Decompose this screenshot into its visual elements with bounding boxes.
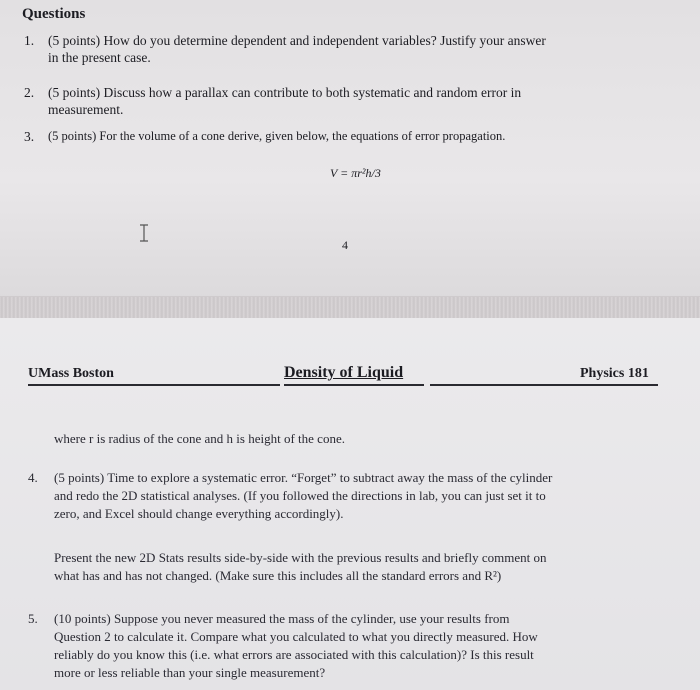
question-4-line-3: zero, and Excel should change everything accordingly).: [54, 506, 344, 521]
cone-volume-formula: V = πr²h/3: [330, 166, 381, 180]
question-5-line-4: more or less reliable than your single measurement?: [54, 665, 326, 680]
page-number: 4: [342, 238, 348, 252]
question-5-number: 5.: [28, 611, 38, 626]
header-rule-right: [430, 384, 658, 386]
question-4-number: 4.: [28, 470, 38, 485]
question-2-line-2: measurement.: [48, 102, 124, 117]
question-1-line-1: (5 points) How do you determine dependent and independent variables? Justify your answer: [48, 33, 546, 48]
question-5-line-1: (10 points) Suppose you never measured the mass of the cylinder, use your results from: [54, 611, 510, 626]
question-4-paragraph-2-line-2: what has and has not changed. (Make sure this includes all the standard errors and R²): [54, 568, 502, 583]
question-5-line-3: reliably do you know this (i.e. what errors are associated with this calculation)? Is this result: [54, 647, 534, 662]
header-course: Physics 181: [580, 366, 649, 381]
question-4-line-1: (5 points) Time to explore a systematic error. “Forget” to subtract away the mass of the cylinder: [54, 470, 553, 485]
header-title: Density of Liquid: [284, 364, 404, 381]
where-line: where r is radius of the cone and h is height of the cone.: [54, 431, 345, 446]
header-rule-left: [28, 384, 280, 386]
question-4-line-2: and redo the 2D statistical analyses. (If you followed the directions in lab, you can just set it to: [54, 488, 546, 503]
header-rule-center: [284, 384, 424, 386]
text-cursor-icon: [139, 224, 149, 242]
question-1-number: 1.: [24, 33, 35, 48]
question-5-line-2: Question 2 to calculate it. Compare what you calculated to what you directly measured. How: [54, 629, 538, 644]
page-separator: [0, 296, 700, 320]
questions-heading: Questions: [22, 6, 86, 22]
header-institution: UMass Boston: [28, 366, 114, 381]
question-4-paragraph-2-line-1: Present the new 2D Stats results side-by-side with the previous results and briefly comment on: [54, 550, 547, 565]
question-3-number: 3.: [24, 129, 35, 144]
question-2-line-1: (5 points) Discuss how a parallax can contribute to both systematic and random error in: [48, 85, 522, 100]
question-3-line-1: (5 points) For the volume of a cone derive, given below, the equations of error propagation.: [48, 129, 506, 143]
question-2-number: 2.: [24, 85, 35, 100]
question-1-line-2: in the present case.: [48, 50, 151, 65]
